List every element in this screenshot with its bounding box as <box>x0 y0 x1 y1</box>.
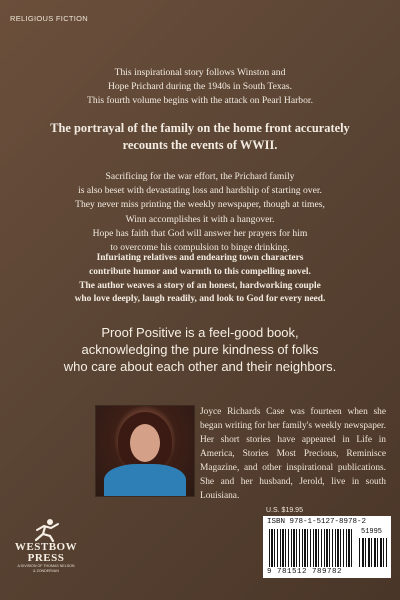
blurb-line: Infuriating relatives and endearing town characters <box>96 253 304 263</box>
tagline-line: Proof Positive is a feel-good book, <box>101 325 299 340</box>
headline <box>0 120 400 154</box>
intro-line: This fourth volume begins with the attack on Pearl Harbor. <box>87 95 313 106</box>
intro-line: This inspirational story follows Winston and <box>114 67 286 78</box>
story-line: They never miss printing the weekly newspaper, though at times, <box>75 199 325 211</box>
story-line: Winn accomplishes it with a hangover. <box>125 213 275 225</box>
author-face <box>130 424 160 462</box>
publisher-name-2: PRESS <box>27 552 65 564</box>
blurb-line: who love deeply, laugh readily, and look to God for every need. <box>74 294 326 305</box>
author-photo <box>95 405 195 497</box>
publisher-name: WESTBOW <box>14 541 78 553</box>
publisher-division-2: & ZONDERVAN <box>33 569 59 573</box>
intro-paragraph <box>0 66 400 108</box>
blurb-line: The author weaves a story of an honest, hardworking couple <box>79 280 321 291</box>
bold-blurb <box>0 252 400 307</box>
addon-bars <box>359 538 387 567</box>
story-paragraph <box>0 170 400 255</box>
story-line: Sacrificing for the war effort, the Prichard family <box>105 171 295 182</box>
intro-line: Hope Prichard during the 1940s in South Texas. <box>107 81 293 92</box>
tagline-line: acknowledging the pure kindness of folks <box>81 342 319 357</box>
headline-line: recounts the events of WWII. <box>122 138 278 152</box>
runner-icon <box>31 518 61 542</box>
barcode-box <box>263 516 391 578</box>
story-line: to overcome his compulsion to binge drinking. <box>110 242 290 254</box>
author-bio: Joyce Richards Case was fourteen when she began writing for her family's weekly newspaper. Her short stories have appeared in Life in America, Stories Most Precious, Reminisce Magazine, and other inspirational publications. She and her husband, Jerold, live in south Louisiana. <box>200 407 386 501</box>
barcode-number: 9 781512 789782 <box>267 568 343 576</box>
story-line: Hope has faith that God will answer her prayers for him <box>92 227 308 239</box>
isbn-text: ISBN 978-1-5127-8978-2 <box>267 518 367 526</box>
price-label: U.S. $19.95 <box>266 507 303 514</box>
barcode-bars <box>269 529 353 567</box>
addon-number: 51995 <box>361 528 383 536</box>
blurb-line: contribute humor and warmth to this compelling novel. <box>89 266 311 277</box>
story-line: is also beset with devastating loss and hardship of starting over. <box>78 185 322 197</box>
headline-line: The portrayal of the family on the home front accurately <box>50 121 350 135</box>
tagline-line: who care about each other and their neighbors. <box>63 359 337 374</box>
publisher-logo <box>6 518 86 574</box>
genre-label: RELIGIOUS FICTION <box>10 14 89 23</box>
publisher-division: A DIVISION OF THOMAS NELSON <box>17 564 75 568</box>
tagline <box>0 324 400 375</box>
author-shirt <box>104 464 186 497</box>
